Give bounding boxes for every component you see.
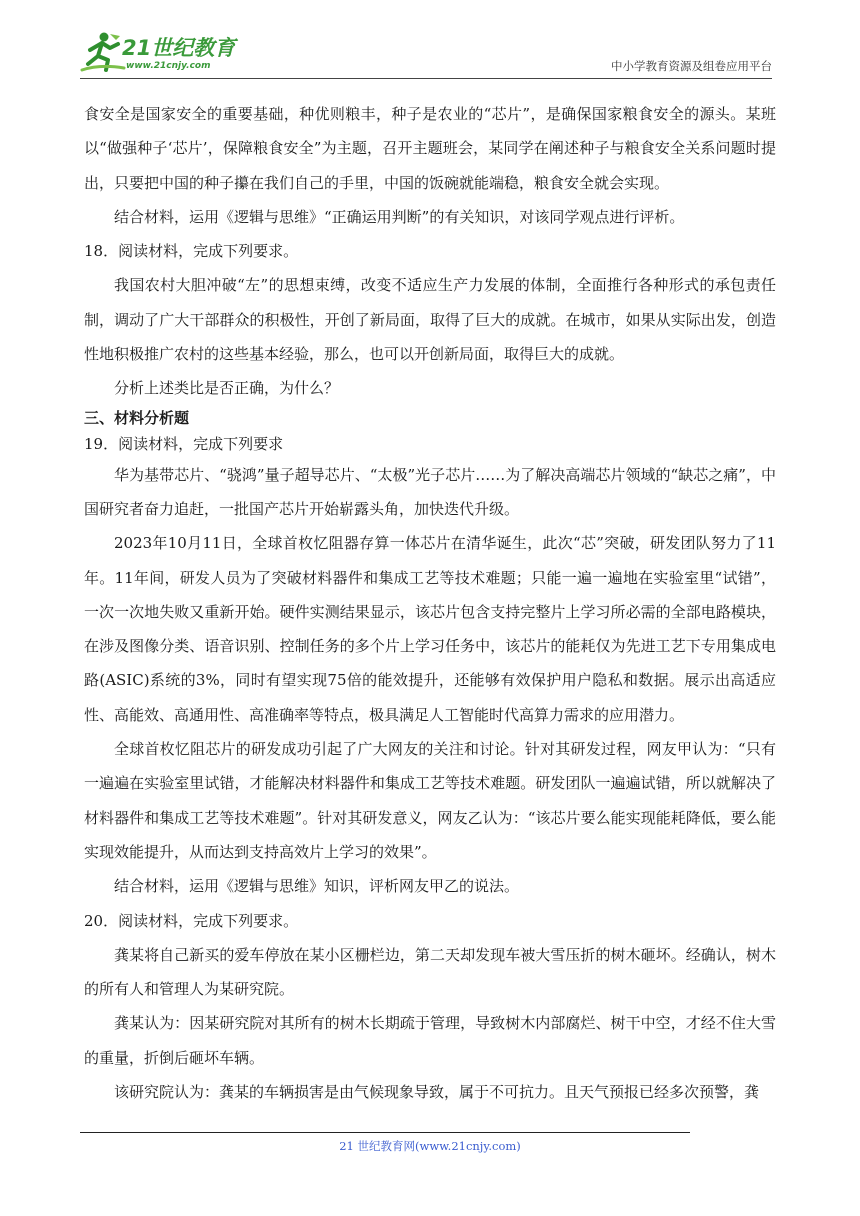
question-title: 19．阅读材料，完成下列要求 xyxy=(84,434,284,453)
paragraph: 我国农村大胆冲破“左”的思想束缚，改变不适应生产力发展的体制，全面推行各种形式的承包责任制，调动了广大干部群众的积极性，开创了新局面，取得了巨大的成就。在城市，如果从实际出发，创造性地积极推广农村的这些基本经验，那么，也可以开创新局面，取得巨大的成就。 xyxy=(84,276,776,364)
section-heading: 三、材料分析题 xyxy=(84,408,190,427)
document-body xyxy=(84,97,776,1109)
paragraph: 食安全是国家安全的重要基础，种优则粮丰，种子是农业的“芯片”，是确保国家粮食安全的源头。某班以“做强种子‘芯片’，保障粮食安全”为主题，召开主题班会，某同学在阐述种子与粮食安全关系问题时提出，只要把中国的种子攥在我们自己的手里，中国的饭碗就能端稳，粮食安全就会实现。 xyxy=(84,105,776,192)
paragraph: 该研究院认为：龚某的车辆损害是由气候现象导致，属于不可抗力。且天气预报已经多次预警，龚 xyxy=(114,1083,760,1102)
header-divider xyxy=(80,78,772,79)
logo xyxy=(80,30,250,76)
paragraph: 龚某将自己新买的爱车停放在某小区栅栏边，第二天却发现车被大雪压折的树木砸坏。经确认，树木的所有人和管理人为某研究院。 xyxy=(84,945,776,999)
paragraph: 全球首枚忆阻芯片的研发成功引起了广大网友的关注和讨论。针对其研发过程，网友甲认为：“只有一遍遍在实验室里试错，才能解决材料器件和集成工艺等技术难题。研发团队一遍遍试错，所以就解决了材料器件和集成工艺等技术难题”。针对其研发意义，网友乙认为：“该芯片要么能实现能耗降低，要么能实现效能提升，从而达到支持高效片上学习的效果”。 xyxy=(84,740,776,861)
paragraph: 结合材料，运用《逻辑与思维》知识，评析网友甲乙的说法。 xyxy=(114,877,520,896)
paragraph: 龚某认为：因某研究院对其所有的树木长期疏于管理，导致树木内部腐烂、树干中空，才经不住大雪的重量，折倒后砸坏车辆。 xyxy=(84,1014,776,1067)
paragraph: 华为基带芯片、“骁鸿”量子超导芯片、“太极”光子芯片……为了解决高端芯片领域的“缺芯之痛”，中国研究者奋力追赶，一批国产芯片开始崭露头角，加快迭代升级。 xyxy=(84,465,776,518)
footer-divider xyxy=(80,1132,690,1133)
paragraph: 分析上述类比是否正确，为什么？ xyxy=(114,379,340,398)
paragraph: 结合材料，运用《逻辑与思维》“正确运用判断”的有关知识，对该同学观点进行评析。 xyxy=(114,207,685,226)
logo-text: 21世纪教育 xyxy=(122,36,236,60)
paragraph: 2023年10月11日，全球首枚忆阻器存算一体芯片在清华诞生，此次“芯”突破，研发团队努力了11年。11年间，研发人员为了突破材料器件和集成工艺等技术难题；只能一遍一遍地在实验室里“试错”，一次一次地失败又重新开始。硬件实测结果显示，该芯片包含支持完整片上学习所必需的全部电路模块，在涉及图像分类、语音识别、控制任务的多个片上学习任务中，该芯片的能耗仅为先进工艺下专用集成电路(ASIC)系统的3%，同时有望实现75倍的能效提升，还能够有效保护用户隐私和数据。展示出高适应性、高能效、高通用性、高准确率等特点，极具满足人工智能时代高算力需求的应用潜力。 xyxy=(84,534,776,724)
question-title: 20．阅读材料，完成下列要求。 xyxy=(84,911,299,930)
question-title: 18．阅读材料，完成下列要求。 xyxy=(84,242,299,261)
runner-logo-icon xyxy=(80,30,126,74)
logo-url: www.21cnjy.com xyxy=(126,61,211,71)
footer-link[interactable]: 21 世纪教育网(www.21cnjy.com) xyxy=(339,1139,521,1153)
platform-name: 中小学教育资源及组卷应用平台 xyxy=(611,59,772,73)
page-header xyxy=(80,30,772,78)
